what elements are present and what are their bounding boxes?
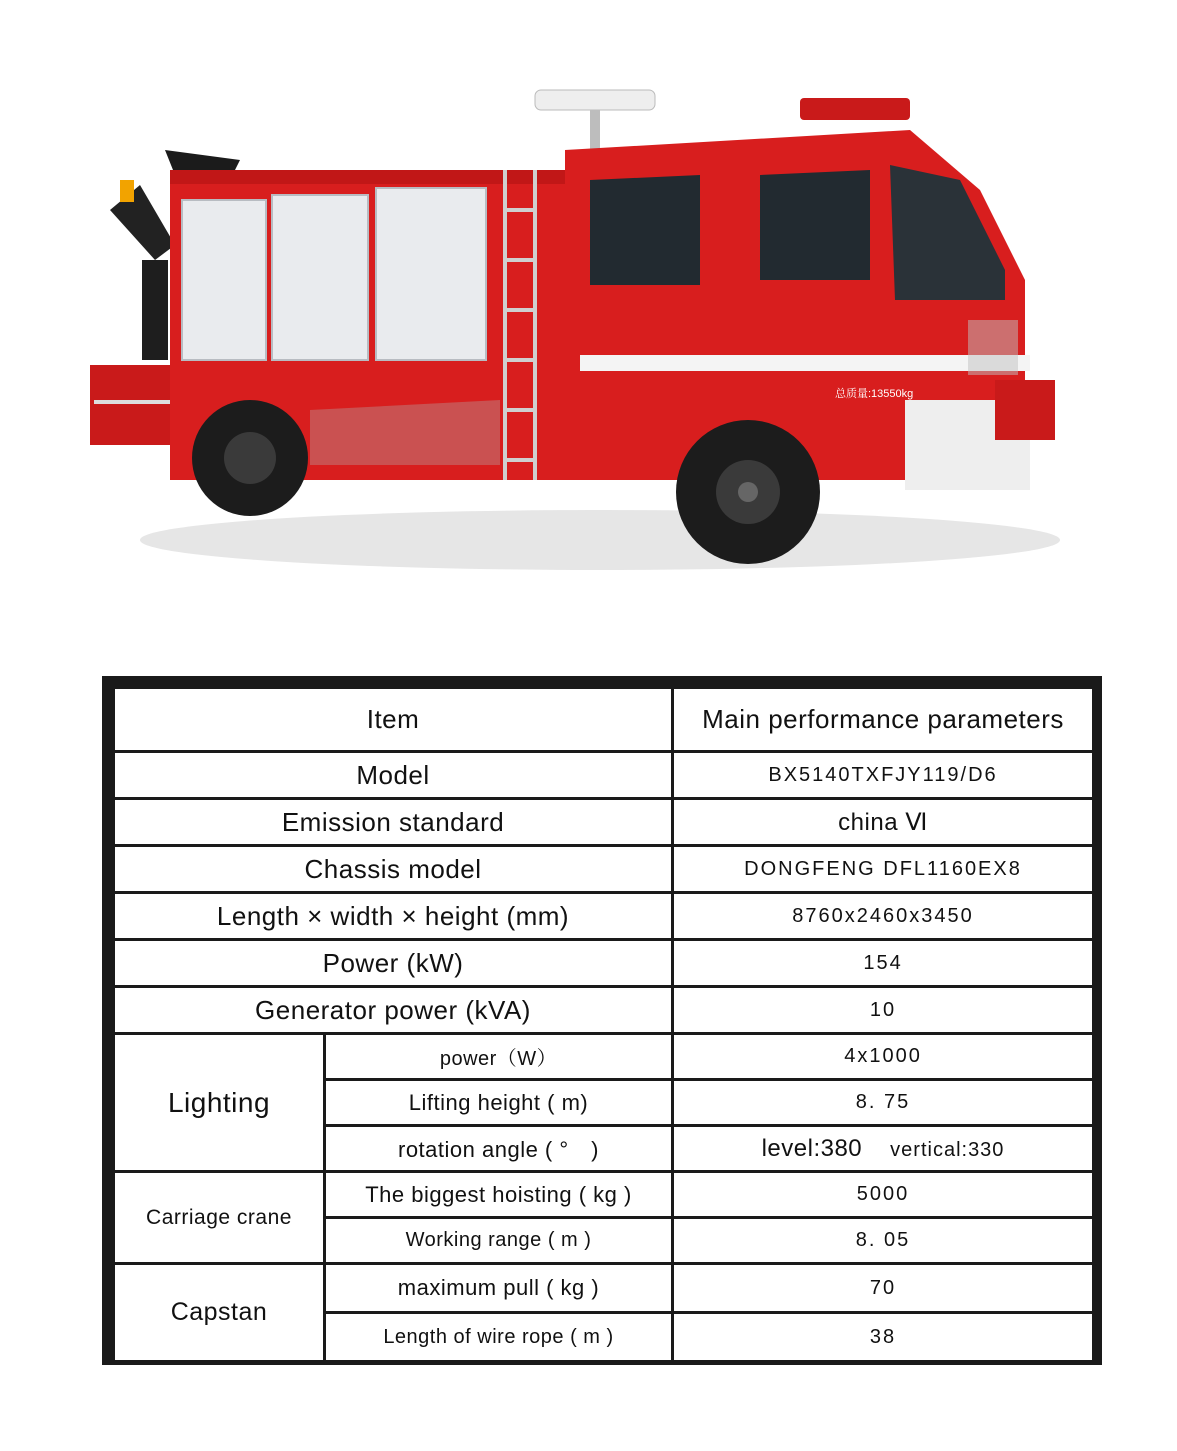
roller-shutters (182, 188, 486, 360)
header-item: Item (114, 688, 673, 752)
cab (565, 98, 1055, 490)
wire-rope-label: Length of wire rope ( m ) (325, 1313, 673, 1362)
wire-rope-value: 38 (673, 1313, 1094, 1362)
rotation-vertical-value: vertical:330 (890, 1138, 1005, 1161)
rotation-angle-label: rotation angle ( ° ) (325, 1126, 673, 1172)
working-range-value: 8. 05 (673, 1218, 1094, 1264)
lifting-height-value: 8. 75 (673, 1080, 1094, 1126)
table-row (114, 1264, 1094, 1313)
spec-table-frame (102, 676, 1102, 1365)
cab-lettering: 总质量:13550kg (835, 388, 914, 400)
working-range-label: Working range ( m ) (325, 1218, 673, 1264)
max-pull-value: 70 (673, 1264, 1094, 1313)
generator-value: 10 (673, 987, 1094, 1034)
lighting-power-label: power（W） (325, 1034, 673, 1080)
table-row (114, 1172, 1094, 1218)
table-row (114, 846, 1094, 893)
dimensions-label: Length × width × height (mm) (114, 893, 673, 940)
power-label: Power (kW) (114, 940, 673, 987)
capstan-group-label: Capstan (114, 1264, 325, 1362)
model-value: BX5140TXFJY119/D6 (673, 752, 1094, 799)
chassis-label: Chassis model (114, 846, 673, 893)
lighting-power-value: 4x1000 (673, 1034, 1094, 1080)
table-row (114, 987, 1094, 1034)
hoisting-value: 5000 (673, 1172, 1094, 1218)
table-row (114, 799, 1094, 846)
rotation-angle-value (673, 1126, 1094, 1172)
emission-value: china Ⅵ (673, 799, 1094, 846)
dimensions-value: 8760x2460x3450 (673, 893, 1094, 940)
crane-group-label: Carriage crane (114, 1172, 325, 1264)
max-pull-label: maximum pull ( kg ) (325, 1264, 673, 1313)
model-label: Model (114, 752, 673, 799)
fire-rescue-truck-illustration (80, 70, 1090, 580)
header-params: Main performance parameters (673, 688, 1094, 752)
table-row (114, 940, 1094, 987)
spec-table (112, 686, 1095, 1363)
table-row (114, 1034, 1094, 1080)
table-header-row (114, 688, 1094, 752)
rotation-level-value: level:380 (761, 1134, 863, 1162)
table-row (114, 752, 1094, 799)
power-value: 154 (673, 940, 1094, 987)
lifting-height-label: Lifting height ( m) (325, 1080, 673, 1126)
table-row (114, 893, 1094, 940)
lighting-group-label: Lighting (114, 1034, 325, 1172)
emission-label: Emission standard (114, 799, 673, 846)
generator-label: Generator power (kVA) (114, 987, 673, 1034)
chassis-value: DONGFENG DFL1160EX8 (673, 846, 1094, 893)
hoisting-label: The biggest hoisting ( kg ) (325, 1172, 673, 1218)
